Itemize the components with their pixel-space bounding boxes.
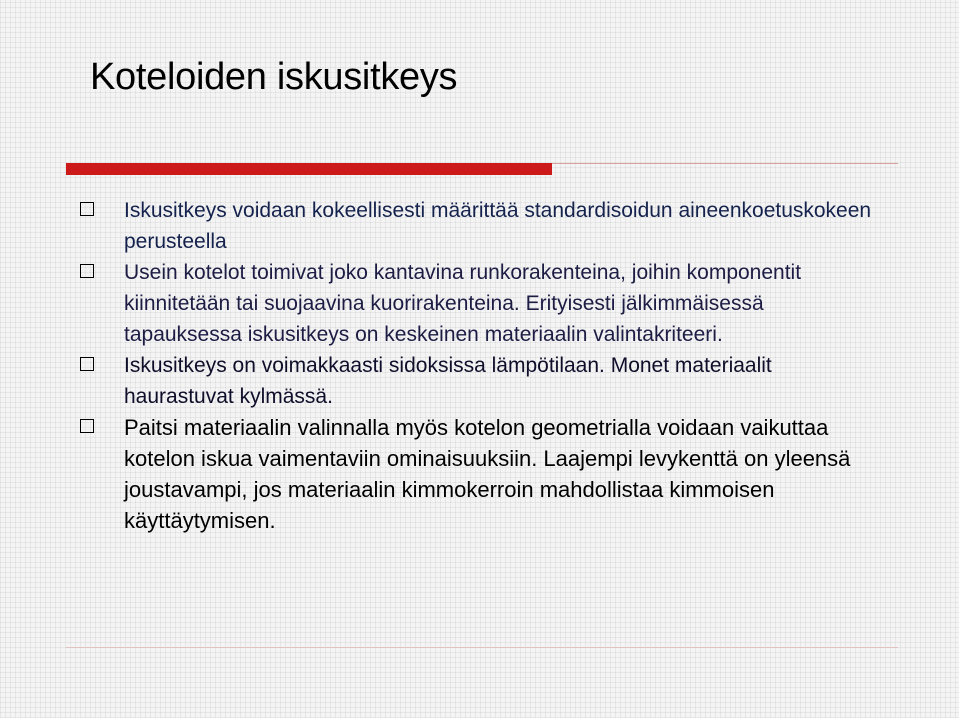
bullet-text: Usein kotelot toimivat joko kantavina runkorakenteina, joihin komponentit kiinnitetään tai suojaavina kuorirakenteina. Erityisesti jälkimmäisessä tapauksessa iskusitkeys on keskeinen materiaalin valintakriteeri. bbox=[124, 261, 802, 346]
title-accent-bar bbox=[66, 163, 552, 175]
footer-divider-line bbox=[66, 647, 898, 648]
bullet-text: Paitsi materiaalin valinnalla myös kotelon geometrialla voidaan vaikuttaa kotelon iskua vaimentaviin ominaisuuksiin. Laajempi levykenttä on yleensä joustavampi, jos materiaalin kimmokerroin mahdollistaa kimmoisen käyttäytymisen. bbox=[124, 415, 851, 533]
bullet-item bbox=[80, 350, 880, 412]
bullet-text: Iskusitkeys on voimakkaasti sidoksissa lämpötilaan. Monet materiaalit haurastuvat kylmässä. bbox=[124, 354, 772, 408]
bullet-list bbox=[80, 195, 880, 536]
slide-title: Koteloiden iskusitkeys bbox=[90, 56, 458, 98]
hollow-square-icon bbox=[80, 202, 94, 216]
hollow-square-icon bbox=[80, 357, 94, 371]
bullet-item bbox=[80, 412, 880, 536]
title-divider-line bbox=[552, 163, 898, 164]
bullet-item bbox=[80, 195, 880, 257]
bullet-item bbox=[80, 257, 880, 350]
hollow-square-icon bbox=[80, 419, 94, 433]
hollow-square-icon bbox=[80, 264, 94, 278]
bullet-text: Iskusitkeys voidaan kokeellisesti määrittää standardisoidun aineenkoetuskokeen perusteella bbox=[124, 199, 872, 253]
